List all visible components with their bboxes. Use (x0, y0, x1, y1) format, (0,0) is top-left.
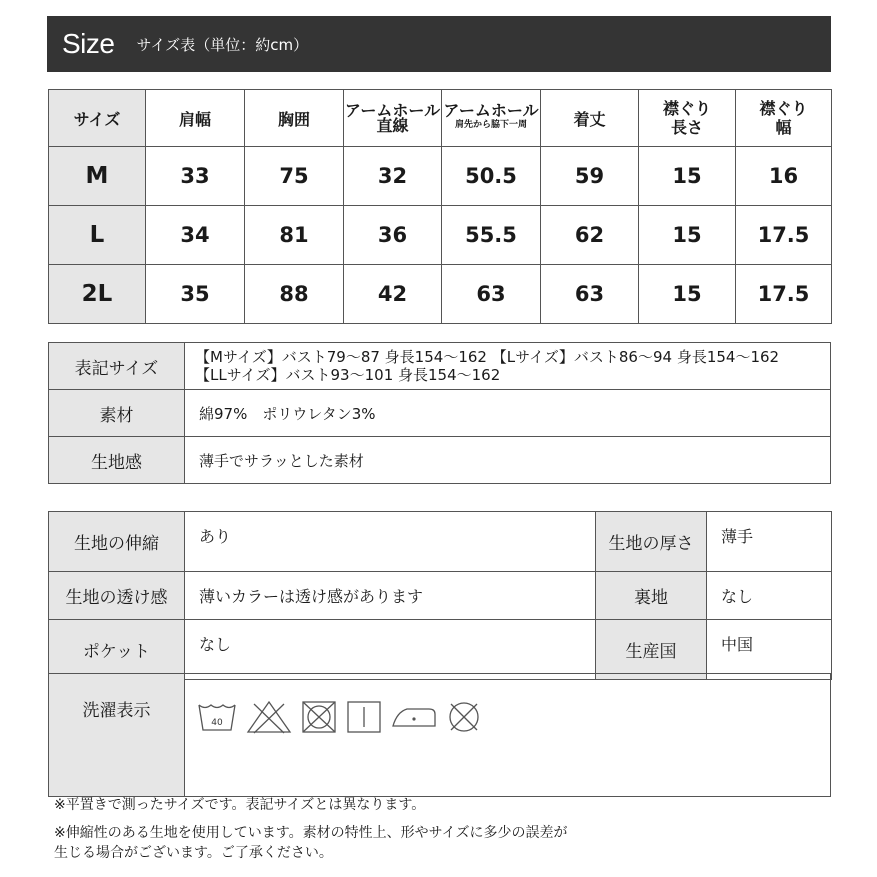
label-pocket: ポケット (49, 620, 185, 680)
table-cell: 75 (245, 147, 344, 206)
footnotes (54, 795, 568, 863)
label-thickness: 生地の厚さ (596, 512, 707, 572)
care-icons (185, 674, 831, 797)
size-unit-note: サイズ表（単位：約cm） (136, 35, 309, 54)
table-cell: 17.5 (736, 206, 832, 265)
header-armhole-round: アームホール 肩先から脇下一周 (442, 90, 541, 147)
table-cell: 88 (245, 265, 344, 324)
header-size: サイズ (49, 90, 146, 147)
value-lining: なし (707, 572, 832, 620)
fabric-info-table (48, 511, 832, 680)
no-bleach-icon (246, 700, 292, 738)
table-row (49, 674, 831, 797)
line-dry-icon (346, 700, 382, 738)
table-cell: 63 (442, 265, 541, 324)
table-row (49, 265, 832, 324)
header-length: 着丈 (541, 90, 639, 147)
note-stretch: ※伸縮性のある生地を使用しています。素材の特性上、形やサイズに多少の誤差が 生じる場合がございます。ご了承ください。 (54, 825, 568, 861)
table-row (49, 206, 832, 265)
table-cell: 50.5 (442, 147, 541, 206)
table-row (49, 147, 832, 206)
label-lining: 裏地 (596, 572, 707, 620)
label-fabric-feel: 生地感 (49, 437, 185, 484)
size-title: Size (62, 28, 115, 59)
label-country: 生産国 (596, 620, 707, 680)
value-display-size: 【Mサイズ】バスト79〜87 身長154〜162 【Lサイズ】バスト86〜94 身長154〜162 【LLサイズ】バスト93〜101 身長154〜162 (185, 343, 831, 390)
table-cell: 81 (245, 206, 344, 265)
size-label: L (49, 206, 146, 265)
table-cell: 15 (639, 147, 736, 206)
header-neck-width: 襟ぐり 幅 (736, 90, 832, 147)
wash-40-icon (197, 700, 237, 738)
label-care: 洗濯表示 (49, 674, 185, 797)
table-row (49, 390, 831, 437)
no-dry-clean-icon (446, 700, 482, 738)
size-header-banner (47, 16, 831, 72)
table-cell: 35 (146, 265, 245, 324)
table-cell: 32 (344, 147, 442, 206)
value-country: 中国 (707, 620, 832, 680)
size-table-header-row (49, 90, 832, 147)
size-label: 2L (49, 265, 146, 324)
label-material: 素材 (49, 390, 185, 437)
value-pocket: なし (185, 620, 596, 680)
value-material: 綿97% ポリウレタン3% (185, 390, 831, 437)
value-sheerness: 薄いカラーは透け感があります (185, 572, 596, 620)
size-table (48, 89, 832, 324)
table-cell: 34 (146, 206, 245, 265)
value-thickness: 薄手 (707, 512, 832, 572)
table-cell: 36 (344, 206, 442, 265)
table-row (49, 343, 831, 390)
header-neck-length: 襟ぐり 長さ (639, 90, 736, 147)
wash-temp-label: 40 (211, 718, 223, 728)
table-cell: 33 (146, 147, 245, 206)
care-label-table (48, 673, 831, 797)
table-cell: 16 (736, 147, 832, 206)
table-cell: 15 (639, 206, 736, 265)
table-cell: 59 (541, 147, 639, 206)
table-row (49, 437, 831, 484)
table-cell: 17.5 (736, 265, 832, 324)
header-armhole-straight: アームホール 直線 (344, 90, 442, 147)
value-stretch: あり (185, 512, 596, 572)
table-cell: 15 (639, 265, 736, 324)
table-row (49, 620, 832, 680)
header-shoulder: 肩幅 (146, 90, 245, 147)
table-row (49, 572, 832, 620)
header-chest: 胸囲 (245, 90, 344, 147)
table-cell: 42 (344, 265, 442, 324)
value-fabric-feel: 薄手でサラッとした素材 (185, 437, 831, 484)
label-stretch: 生地の伸縮 (49, 512, 185, 572)
label-sheerness: 生地の透け感 (49, 572, 185, 620)
label-display-size: 表記サイズ (49, 343, 185, 390)
no-tumble-dry-icon (301, 700, 337, 738)
note-measurement: ※平置きで測ったサイズです。表記サイズとは異なります。 (54, 797, 426, 813)
table-cell: 62 (541, 206, 639, 265)
table-row (49, 512, 832, 572)
iron-low-icon (391, 700, 437, 738)
product-info-table (48, 342, 831, 484)
size-label: M (49, 147, 146, 206)
table-cell: 63 (541, 265, 639, 324)
table-cell: 55.5 (442, 206, 541, 265)
